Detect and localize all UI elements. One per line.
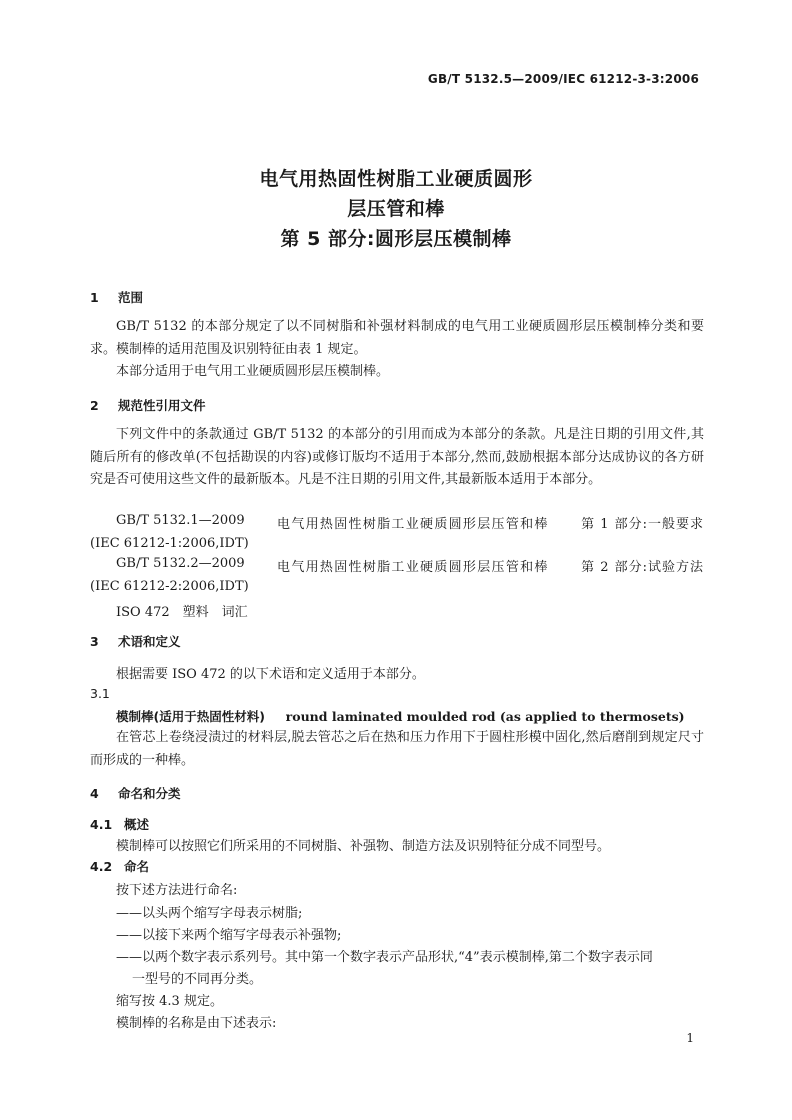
subsection-4-1-text: 模制棒可以按照它们所采用的不同树脂、补强物、制造方法及识别特征分成不同型号。 (116, 839, 611, 854)
term-english: round laminated moulded rod (as applied to thermosets) (285, 709, 685, 724)
term-definition: 在管芯上卷绕浸渍过的材料层,脱去管芯之后在热和压力作用下于圆柱形模中固化,然后磨削到规定尺寸而形成的一种棒。 (90, 730, 704, 768)
term-entry (116, 707, 685, 725)
section-1-paragraph-1: GB/T 5132 的本部分规定了以不同树脂和补强材料制成的电气用工业硬质圆形层压模制棒分类和要求。模制棒的适用范围及识别特征由表 1 规定。 (90, 319, 704, 357)
reference-code: GB/T 5132.1—2009 (116, 513, 245, 528)
subsection-4-2-heading (90, 857, 149, 875)
section-3-heading (90, 632, 181, 650)
section-number: 4 (90, 786, 99, 801)
naming-rule-1: ——以头两个缩写字母表示树脂; (116, 906, 303, 921)
reference-title: 电气用热固性树脂工业硬质圆形层压管和棒 (277, 560, 549, 575)
naming-rule-3: ——以两个数字表示系列号。其中第一个数字表示产品形状,“4”表示模制棒,第二个数字表示同 (116, 950, 653, 965)
reference-iec-2: (IEC 61212-2:2006,IDT) (90, 579, 249, 594)
subsection-title: 概述 (124, 817, 150, 832)
term-chinese: 模制棒(适用于热固性材料) (116, 709, 265, 724)
name-format-intro: 模制棒的名称是由下述表示: (116, 1016, 277, 1031)
title-line-1: 电气用热固性树脂工业硬质圆形 (259, 168, 533, 190)
abbreviation-note: 缩写按 4.3 规定。 (116, 994, 223, 1009)
section-title: 范围 (118, 290, 144, 305)
section-title: 规范性引用文件 (118, 398, 206, 413)
subsection-number: 4.1 (90, 817, 113, 832)
standard-number: GB/T 5132.5—2009/IEC 61212-3-3:2006 (427, 72, 699, 86)
page-number: 1 (686, 1031, 694, 1045)
section-1-paragraph-2: 本部分适用于电气用工业硬质圆形层压模制棒。 (116, 364, 390, 379)
reference-title: 电气用热固性树脂工业硬质圆形层压管和棒 (277, 517, 549, 532)
section-number: 1 (90, 290, 99, 305)
subsection-title: 命名 (124, 859, 150, 874)
reference-code: GB/T 5132.2—2009 (116, 556, 245, 571)
subsection-number: 4.2 (90, 859, 113, 874)
section-3-intro: 根据需要 ISO 472 的以下术语和定义适用于本部分。 (116, 667, 425, 682)
reference-row-2 (116, 556, 704, 575)
section-1-heading (90, 288, 143, 306)
naming-intro: 按下述方法进行命名: (116, 883, 238, 898)
reference-iso: ISO 472 塑料 词汇 (116, 605, 248, 620)
naming-rule-2: ——以接下来两个缩写字母表示补强物; (116, 928, 342, 943)
reference-part: 第 1 部分:一般要求 (581, 517, 704, 532)
section-title: 命名和分类 (118, 786, 181, 801)
section-2-heading (90, 396, 206, 414)
subsection-4-1-heading (90, 815, 149, 833)
section-2-paragraph-1: 下列文件中的条款通过 GB/T 5132 的本部分的引用而成为本部分的条款。凡是注日期的引用文件,其随后所有的修改单(不包括勘误的内容)或修订版均不适用于本部分,然而,鼓励根据本部分达成协议的各方研究是否可使用这些文件的最新版本。凡是不注日期的引用文件,其最新版本适用于本部分。 (90, 427, 704, 487)
section-4-heading (90, 784, 181, 802)
section-title: 术语和定义 (118, 634, 181, 649)
reference-part: 第 2 部分:试验方法 (581, 560, 704, 575)
title-line-2: 层压管和棒 (347, 198, 445, 220)
naming-rule-3-continued: 一型号的不同再分类。 (132, 972, 263, 987)
subsection-3-1-number: 3.1 (90, 686, 110, 701)
title-line-3: 第 5 部分:圆形层压模制棒 (280, 228, 512, 250)
reference-iec-1: (IEC 61212-1:2006,IDT) (90, 536, 249, 551)
reference-row-1 (116, 513, 704, 532)
section-number: 3 (90, 634, 99, 649)
section-number: 2 (90, 398, 99, 413)
